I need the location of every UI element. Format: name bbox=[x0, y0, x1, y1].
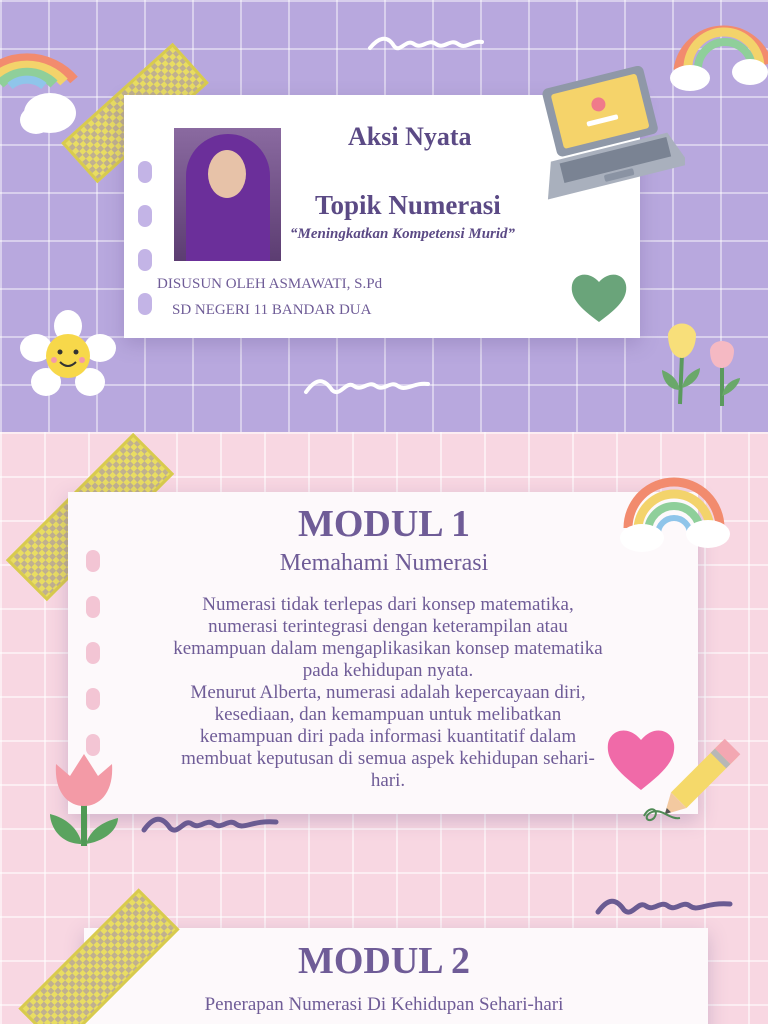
laptop-icon bbox=[540, 66, 685, 201]
flower-icon bbox=[20, 310, 116, 400]
cover-author: DISUSUN OLEH ASMAWATI, S.Pd bbox=[157, 276, 383, 292]
cover-school: SD NEGERI 11 BANDAR DUA bbox=[172, 302, 372, 318]
pencil-icon bbox=[640, 724, 760, 834]
rainbow-icon bbox=[614, 462, 734, 554]
modul2-subheading: Penerapan Numerasi Di Kehidupan Sehari-hari bbox=[204, 994, 564, 1015]
paragraph-line: kemampuan dalam mengaplikasikan konsep matematika bbox=[173, 638, 603, 659]
binder-hole bbox=[138, 161, 152, 183]
paragraph-line: Numerasi tidak terlepas dari konsep matematika, bbox=[202, 594, 574, 615]
paragraph-line: membuat keputusan di semua aspek kehidupan sehari- bbox=[181, 748, 595, 769]
heart-icon bbox=[570, 270, 628, 324]
squiggle-icon bbox=[366, 32, 486, 56]
squiggle-icon bbox=[594, 892, 734, 922]
binder-hole bbox=[138, 205, 152, 227]
modul2-heading: MODUL 2 bbox=[297, 940, 471, 982]
cover-topic: Topik Numerasi bbox=[315, 190, 501, 220]
rainbow-icon bbox=[0, 8, 90, 138]
modul1-paragraph bbox=[98, 594, 678, 792]
squiggle-icon bbox=[140, 810, 280, 840]
author-photo bbox=[174, 128, 281, 261]
paragraph-line: kesediaan, dan kemampuan untuk melibatkan bbox=[214, 704, 562, 725]
paragraph-line: numerasi terintegrasi dengan keterampilan atau bbox=[208, 616, 568, 637]
paragraph-line: kemampuan diri pada informasi kuantitatif dalam bbox=[199, 726, 577, 747]
paragraph-line: pada kehidupan nyata. bbox=[302, 660, 474, 681]
paragraph-line: Menurut Alberta, numerasi adalah kepercayaan diri, bbox=[190, 682, 586, 703]
cover-title: Aksi Nyata bbox=[348, 122, 472, 151]
binder-hole bbox=[138, 249, 152, 271]
modul1-subheading: Memahami Numerasi bbox=[279, 550, 489, 576]
squiggle-icon bbox=[302, 372, 432, 402]
paragraph-line: hari. bbox=[370, 770, 406, 791]
tulip-icon bbox=[44, 748, 126, 852]
modul1-heading: MODUL 1 bbox=[297, 503, 471, 545]
slide-cover bbox=[0, 0, 768, 432]
cover-subtitle: “Meningkatkan Kompetensi Murid” bbox=[290, 226, 516, 242]
tulip-icon bbox=[656, 320, 746, 410]
binder-hole bbox=[138, 293, 152, 315]
